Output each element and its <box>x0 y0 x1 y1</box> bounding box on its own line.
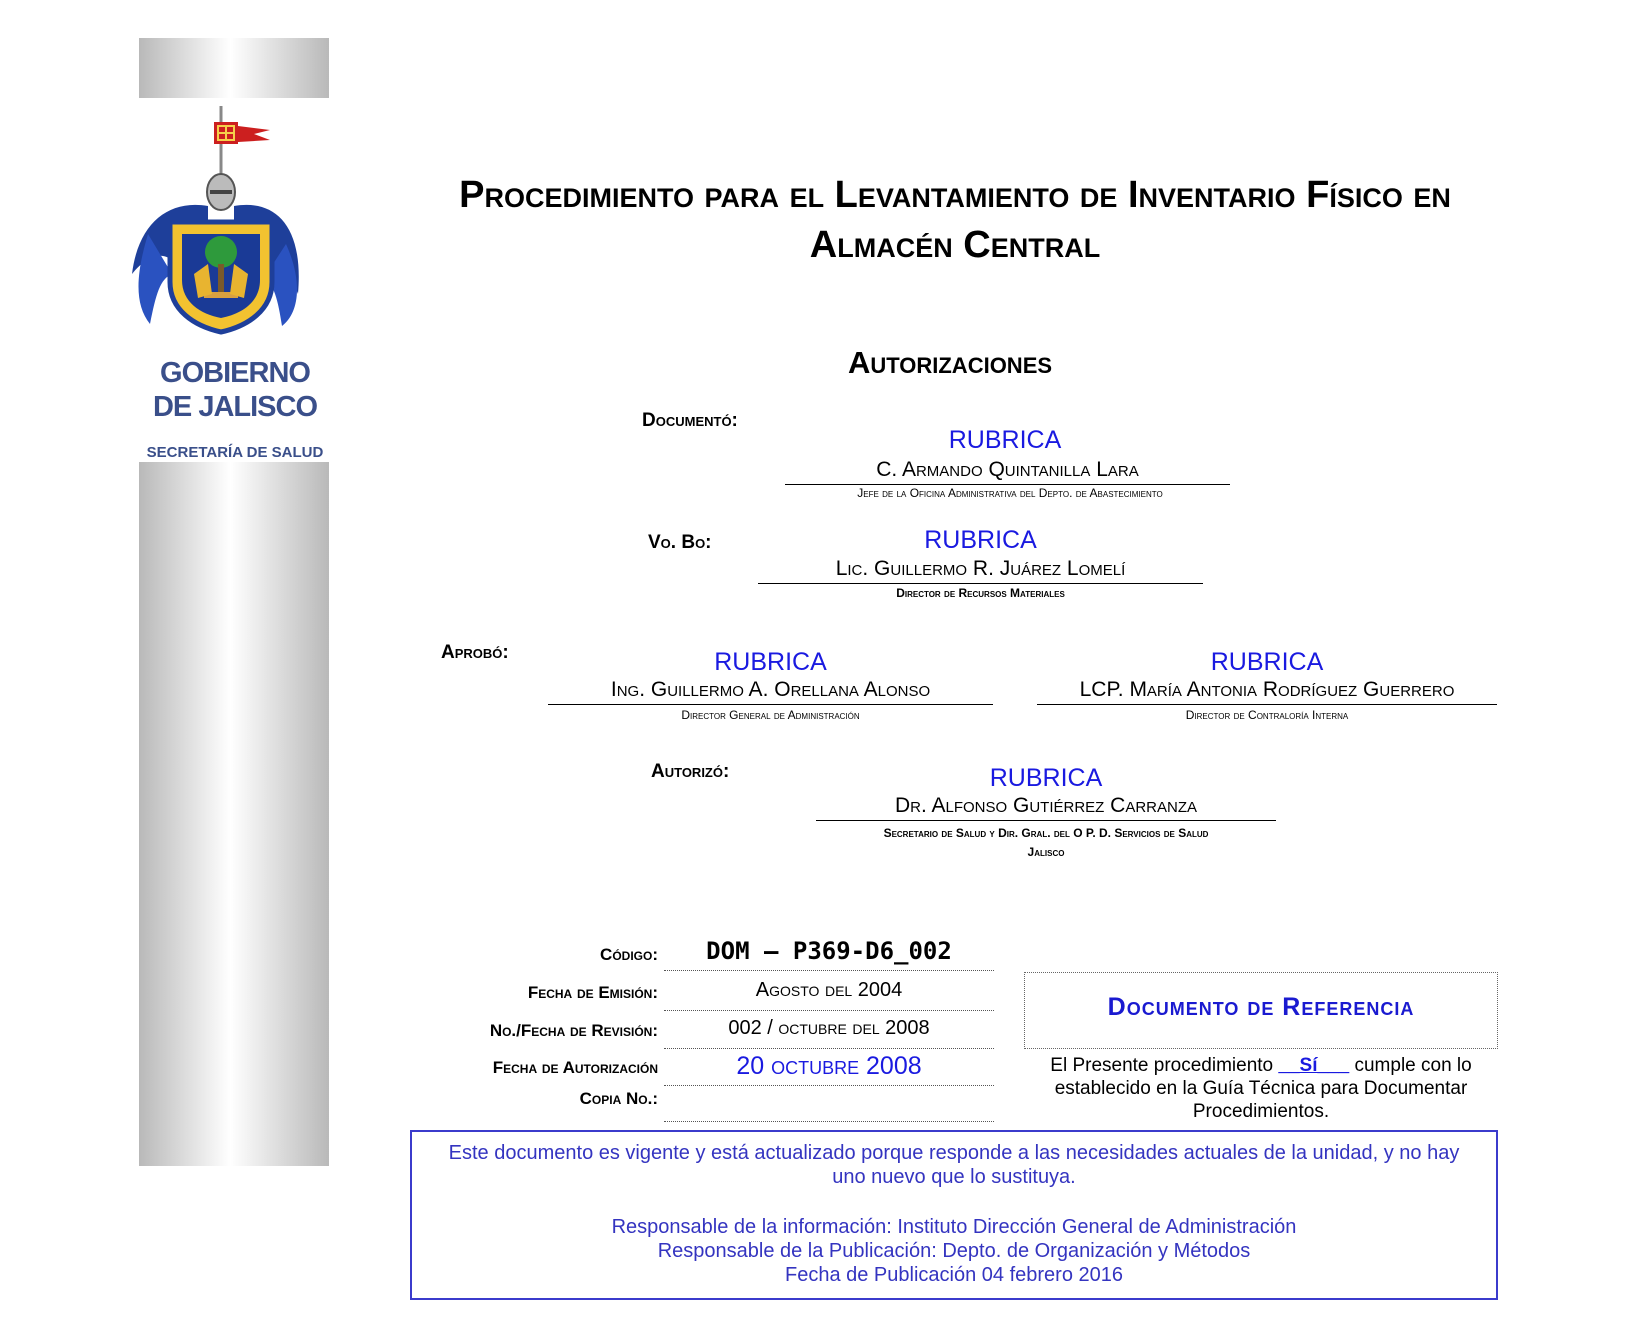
value-revision: 002 / octubre del 2008 <box>664 1017 994 1049</box>
reference-text-after: cumple con lo establecido en la Guía Técnica para Documentar Procedimientos. <box>1054 1055 1472 1122</box>
position-autorizo-line2: Jalisco <box>1027 845 1065 859</box>
vigencia-statement: Este documento es vigente y está actualizado porque responde a las necesidades actuales de la unidad, y no hay uno nuevo que lo sustituya. <box>448 1142 1460 1188</box>
position-autorizo <box>816 824 1276 862</box>
gobierno-de-jalisco <box>120 356 350 424</box>
rubrica-autorizo: RUBRICA <box>989 764 1103 792</box>
label-codigo: Código: <box>600 945 658 964</box>
position-autorizo-line1: Secretario de Salud y Dir. Gral. del O P. D. Servicios de Salud <box>883 826 1209 840</box>
rubrica-aprobo-right: RUBRICA <box>1210 648 1324 676</box>
value-codigo: DOM – P369-D6_002 <box>664 937 994 971</box>
rubrica-vobo: RUBRICA <box>924 526 1037 554</box>
label-documento: Documentó: <box>642 410 738 431</box>
reference-box <box>1024 972 1498 1049</box>
rubrica-documento: RUBRICA <box>948 426 1062 454</box>
label-vobo: Vo. Bo: <box>648 532 712 553</box>
responsable-informacion: Responsable de la información: Instituto Dirección General de Administración <box>611 1216 1297 1238</box>
jalisco-coat-of-arms-icon <box>128 104 308 344</box>
page-title <box>350 170 1560 270</box>
secretaria-de-salud: SECRETARÍA DE SALUD <box>146 444 324 461</box>
gov-line1: GOBIERNO <box>160 357 310 389</box>
label-copia: Copia No.: <box>579 1089 658 1108</box>
name-vobo: Lic. Guillermo R. Juárez Lomelí <box>758 557 1203 584</box>
name-aprobo-right: LCP. María Antonia Rodríguez Guerrero <box>1037 678 1497 705</box>
gov-line2: DE JALISCO <box>152 391 318 423</box>
label-autorizo: Autorizó: <box>651 761 730 782</box>
label-revision: No./Fecha de Revisión: <box>489 1021 658 1040</box>
title-line2: Almacén Central <box>809 224 1101 266</box>
label-emision: Fecha de Emisión: <box>527 983 658 1002</box>
value-emision: Agosto del 2004 <box>664 979 994 1011</box>
position-aprobo-right: Director de Contraloría Interna <box>1185 708 1349 722</box>
label-autorizacion: Fecha de Autorización <box>492 1058 658 1077</box>
reference-text <box>1024 1054 1498 1123</box>
name-documento: C. Armando Quintanilla Lara <box>785 458 1230 485</box>
vigencia-box <box>410 1130 1498 1300</box>
title-line1: Procedimiento para el Levantamiento de Inventario Físico en <box>459 174 1451 216</box>
label-aprobo: Aprobó: <box>441 642 509 663</box>
section-title: Autorizaciones <box>847 345 1053 380</box>
value-autorizacion: 20 octubre 2008 <box>664 1052 994 1086</box>
sidebar-bottom-bar <box>139 462 329 1166</box>
rubrica-aprobo-left: RUBRICA <box>714 648 827 676</box>
position-documento: Jefe de la Oficina Administrativa del Depto. de Abastecimiento <box>857 486 1163 500</box>
position-vobo: Director de Recursos Materiales <box>896 586 1065 600</box>
value-copia <box>664 1087 994 1122</box>
reference-title: Documento de Referencia <box>1107 993 1415 1021</box>
name-aprobo-left: Ing. Guillermo A. Orellana Alonso <box>548 678 993 705</box>
fecha-publicacion: Fecha de Publicación 04 febrero 2016 <box>784 1264 1123 1286</box>
reference-text-before: El Presente procedimiento <box>1050 1055 1279 1076</box>
reference-si: __Sí___ <box>1278 1055 1350 1076</box>
position-aprobo-left: Director General de Administración <box>681 708 860 722</box>
responsable-publicacion: Responsable de la Publicación: Depto. de Organización y Métodos <box>657 1240 1251 1262</box>
name-autorizo: Dr. Alfonso Gutiérrez Carranza <box>816 794 1276 821</box>
sidebar-top-bar <box>139 38 329 98</box>
